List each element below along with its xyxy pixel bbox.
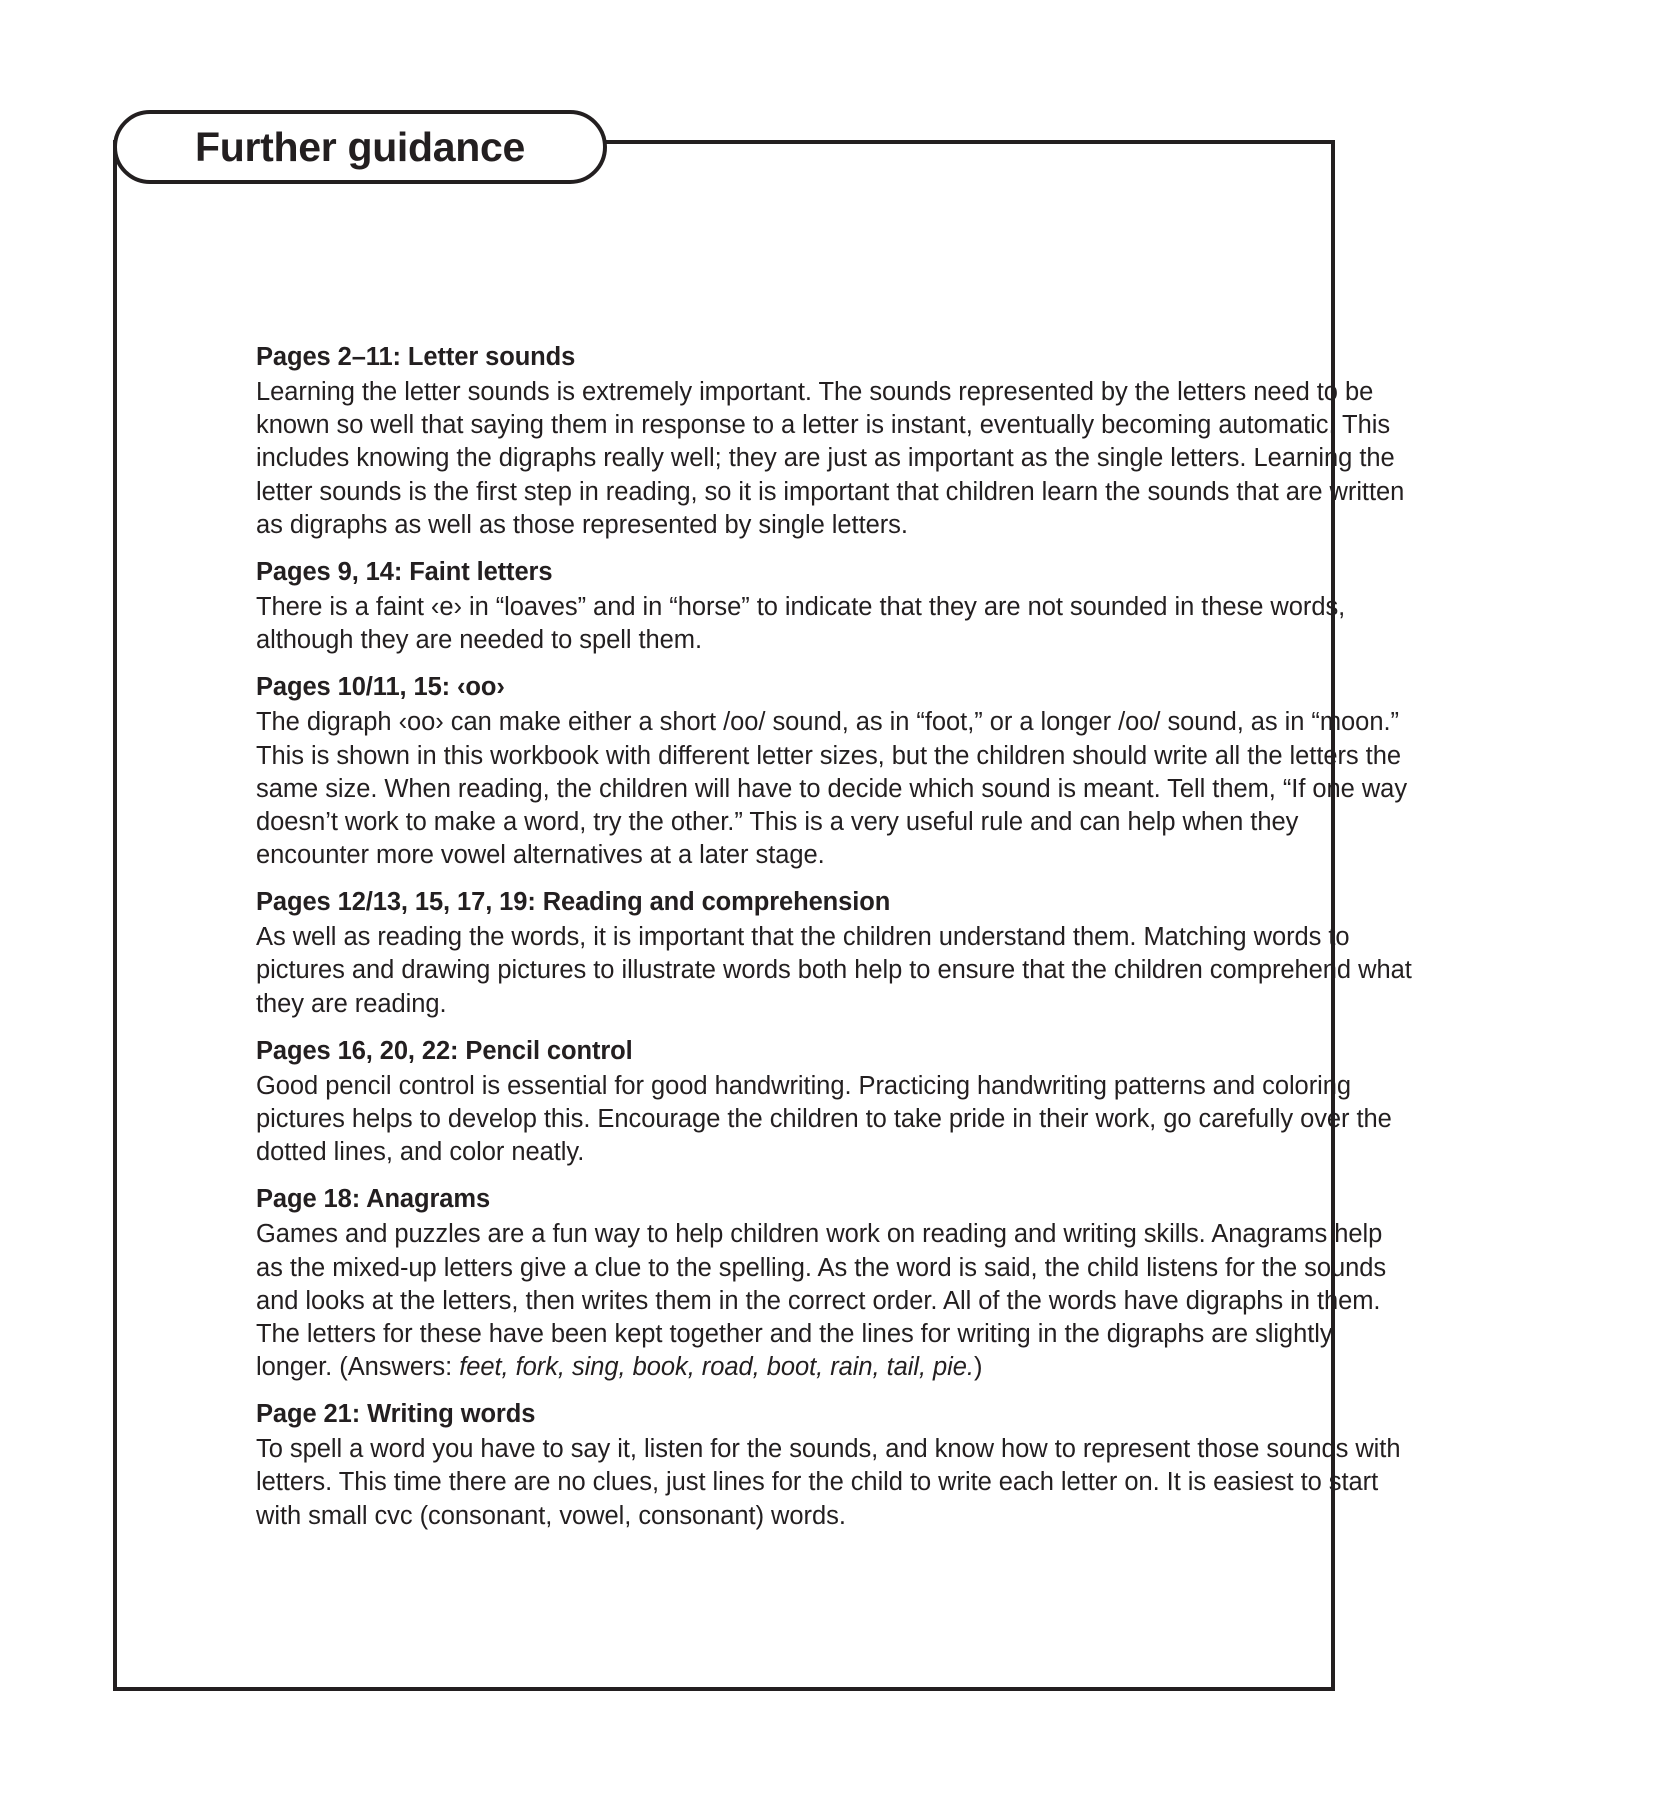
section-heading: Page 21: Writing words [256,1400,536,1429]
section-writing-words [256,1398,1413,1533]
anagrams-body-close: ) [973,1352,983,1381]
section-body: As well as reading the words, it is important that the children understand them. Matching words to pictures and drawing pictures to illustrate words both help to ensure that the children comprehend what they are reading. [256,923,1412,1018]
anagram-answers: feet, fork, sing, book, road, boot, rain, tail, pie. [459,1352,974,1381]
section-anagrams [256,1183,1413,1384]
further-guidance-panel [113,140,1412,1691]
section-body: Good pencil control is essential for good handwriting. Practicing handwriting patterns and coloring pictures helps to develop this. Encourage the children to take pride in their work, go carefully over the dotted lines, and color neatly. [256,1071,1392,1167]
section-heading: Pages 2–11: Letter sounds [256,343,576,371]
section-body: There is a faint ‹e› in “loaves” and in “horse” to indicate that they are not sounded in these words, although they are needed to spell them. [256,592,1346,655]
section-heading: Pages 9, 14: Faint letters [256,557,553,586]
section-faint-letters [256,556,1413,657]
section-heading: Page 18: Anagrams [256,1185,491,1214]
panel-tab [113,110,607,184]
anagrams-body-text: Games and puzzles are a fun way to help children work on reading and writing skills. Anagrams help as the mixed-up letters give a clue to the spelling. As the word is said, the child listens for the sounds and looks at the letters, then writes them in the correct order. All of the words have digraphs in them. The letters for these have been kept together and the lines for writing in the digraphs are slightly longer. (Answers: [256,1220,1387,1381]
section-heading: Pages 10/11, 15: ‹oo› [256,673,505,702]
section-body: The digraph ‹oo› can make either a short /oo/ sound, as in “foot,” or a longer /oo/ sound, as in “moon.” This is shown in this workbook with different letter sizes, but the children should write all the letters the same size. When reading, the children will have to decide which sound is meant. Tell them, “If one way doesn’t work to make a word, try the other.” This is a very useful rule and can help when they encounter more vowel alternatives at a later stage. [256,708,1408,869]
section-body: Learning the letter sounds is extremely important. The sounds represented by the letters need to be known so well that saying them in response to a letter is instant, eventually becoming automatic. This includes knowing the digraphs really well; they are just as important as the single letters. Learning the letter sounds is the first step in reading, so it is important that children learn the sounds that are written as digraphs as well as those represented by single letters. [256,378,1405,539]
page-title: Further guidance [194,123,526,170]
section-letter-sounds [256,341,1413,542]
guidance-sections-container [256,341,1413,1533]
section-heading: Pages 12/13, 15, 17, 19: Reading and comprehension [256,888,891,917]
section-oo-digraph [256,671,1413,872]
section-pencil-control [256,1035,1413,1170]
section-reading-and-comprehension [256,886,1413,1021]
section-body [256,1218,1413,1384]
section-heading: Pages 16, 20, 22: Pencil control [256,1036,633,1065]
section-body: To spell a word you have to say it, listen for the sounds, and know how to represent those sounds with letters. This time there are no clues, just lines for the child to write each letter on. It is easiest to start with small cvc (consonant, vowel, consonant) words. [256,1435,1401,1530]
